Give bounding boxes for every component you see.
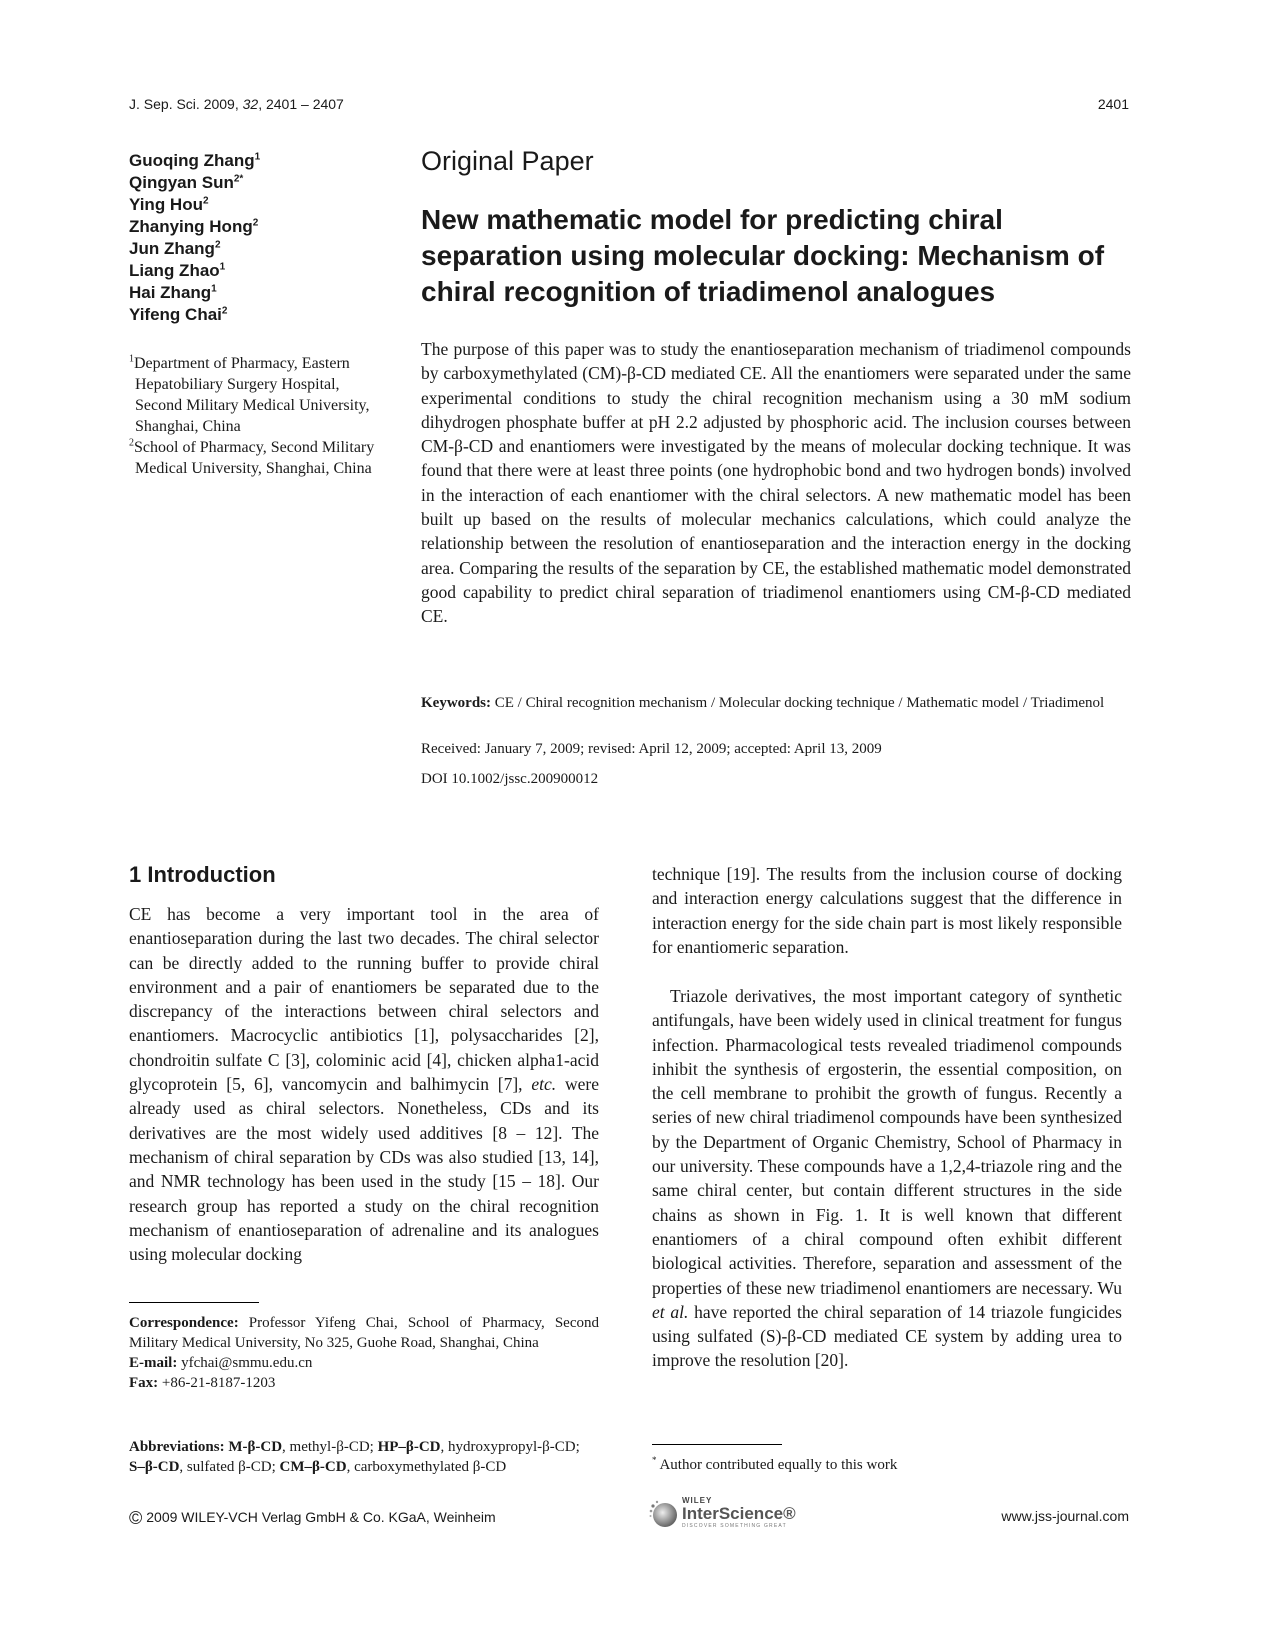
affiliation-list: [129, 353, 379, 479]
author-list: [129, 150, 379, 326]
footnote-rule: [652, 1444, 782, 1445]
correspondence: Correspondence: Professor Yifeng Chai, School of Pharmacy, Second Military Medical University, No 325, Guohe Road, Shanghai, China E-mail: yfchai@smmu.edu.cn Fax: +86-21-8187-1203: [129, 1315, 599, 1391]
author: Zhanying Hong$^2$: [129, 217, 259, 236]
author: Hai Zhang$^1$: [129, 283, 217, 302]
paper-type: Original Paper: [421, 146, 594, 176]
author: Ying Hou$^2$: [129, 195, 209, 214]
abstract: The purpose of this paper was to study the enantioseparation mechanism of triadimenol compounds by carboxymethylated (CM)-β-CD mediated CE. All the enantiomers were separated under the same experimental conditions to study the chiral recognition mechanism using a 30 mM sodium dihydrogen phosphate buffer at pH 2.2 adjusted by phosphoric acid. The inclusion courses between CM-β-CD and enantiomers were investigated by the means of molecular docking technique. It was found that there were at least three points (one hydrophobic bond and two hydrogen bonds) involved in the interaction of each enantiomer with the chiral selectors. A new mathematic model has been built up based on the results of molecular mechanics calculations, which could analyze the relationship between the resolution of enantioseparation and the interaction energy in the docking area. Comparing the results of the separation by CE, the established mathematic model demonstrated good capability to predict chiral separation of triadimenol enantiomers using CM-β-CD mediated CE.: [421, 339, 1131, 627]
wiley-globe-icon: [648, 1498, 678, 1528]
journal-name: J. Sep. Sci. 2009,: [129, 96, 239, 112]
section-heading: 1 Introduction: [129, 862, 276, 887]
email[interactable]: yfchai@smmu.edu.cn: [181, 1355, 313, 1371]
journal-pages: , 2401 – 2407: [258, 96, 344, 112]
page-number: 2401: [1097, 96, 1129, 112]
keywords: [421, 693, 1131, 713]
intro-paragraph: CE has become a very important tool in the area of enantioseparation during the last two decades. The chiral selector can be directly added to the running buffer to provide chiral environment and a pair of enantiomers be separated due to the discrepancy of the interactions between chiral selectors and enantiomers. Macrocyclic antibiotics [1], polysaccharides [2], chondroitin sulfate C [3], colominic acid [4], chicken alpha1-acid glycoprotein [5, 6], vancomycin and balhimycin [7], etc. were already used as chiral selectors. Nonetheless, CDs and its derivatives are the most widely used additives [8 – 12]. The mechanism of chiral separation by CDs was also studied [13, 14], and NMR technology has been used in the study [15 – 18]. Our research group has reported a study on the chiral recognition mechanism of enantioseparation of adrenaline and its analogues using molecular docking: [129, 904, 600, 1265]
intro-paragraph: Triazole derivatives, the most important category of synthetic antifungals, have been widely used in clinical treatment for fungus infection. Pharmacological tests revealed triadimenol compounds inhibit the synthesis of ergosterin, the essential composition, on the cell membrane to prohibit the growth of fungus. Recently a series of new chiral triadimenol compounds have been synthesized by the Department of Organic Chemistry, School of Pharmacy in our university. These compounds have a 1,2,4-triazole ring and the same chiral center, but contain different structures in the side chains as shown in Fig. 1. It is well known that different enantiomers of a chiral compound often exhibit different biological activities. Therefore, separation and assessment of the properties of these new triadimenol enantiomers are necessary. Wu et al. have reported the chiral separation of 14 triazole fungicides using sulfated (S)-β-CD mediated CE system by adding urea to improve the resolution [20].: [652, 986, 1122, 1371]
affiliation: $^1$Department of Pharmacy, Eastern Hepatobiliary Surgery Hospital, Second Military Medical University, Shanghai, China: [129, 353, 370, 435]
copyright: © 2009 WILEY-VCH Verlag GmbH & Co. KGaA, Weinheim: [129, 1508, 496, 1528]
author: Jun Zhang$^2$: [129, 239, 221, 258]
author: Qingyan Sun$^{2*}$: [129, 173, 244, 192]
author: Liang Zhao$^1$: [129, 261, 226, 280]
copyright-icon: ©: [129, 1508, 143, 1528]
doi: DOI 10.1002/jssc.200900012: [421, 771, 599, 787]
running-head: [129, 96, 344, 112]
keywords-label: Keywords:: [421, 695, 491, 711]
author-footnote: * Author contributed equally to this work: [652, 1455, 898, 1473]
received-dates: Received: January 7, 2009; revised: April 12, 2009; accepted: April 13, 2009: [421, 741, 882, 757]
footnote-rule: [129, 1302, 259, 1303]
journal-website[interactable]: www.jss-journal.com: [1001, 1508, 1129, 1524]
keywords-text: CE / Chiral recognition mechanism / Molecular docking technique / Mathematic model / Triadimenol: [494, 695, 1105, 711]
author: Yifeng Chai$^2$: [129, 305, 228, 324]
paper-title: New mathematic model for predicting chiral separation using molecular docking: Mechanism of chiral recognition of triadimenol analogues: [421, 204, 1105, 307]
affiliation: $^2$School of Pharmacy, Second Military Medical University, Shanghai, China: [129, 437, 375, 477]
wiley-interscience-logo: WILEY InterScience® DISCOVER SOMETHING GREAT: [648, 1494, 788, 1530]
author: Guoqing Zhang$^1$: [129, 151, 261, 170]
journal-volume: 32: [242, 96, 259, 112]
intro-paragraph-continued: technique [19]. The results from the inclusion course of docking and interaction energy calculations suggest that the difference in interaction energy for the side chain part is most likely responsible for enantiomeric separation.: [652, 864, 1122, 957]
abbreviations: Abbreviations: M-β-CD, methyl-β-CD; HP–β-CD, hydroxypropyl-β-CD; S–β-CD, sulfated β-CD; CM–β-CD, carboxymethylated β-CD: [129, 1439, 580, 1475]
